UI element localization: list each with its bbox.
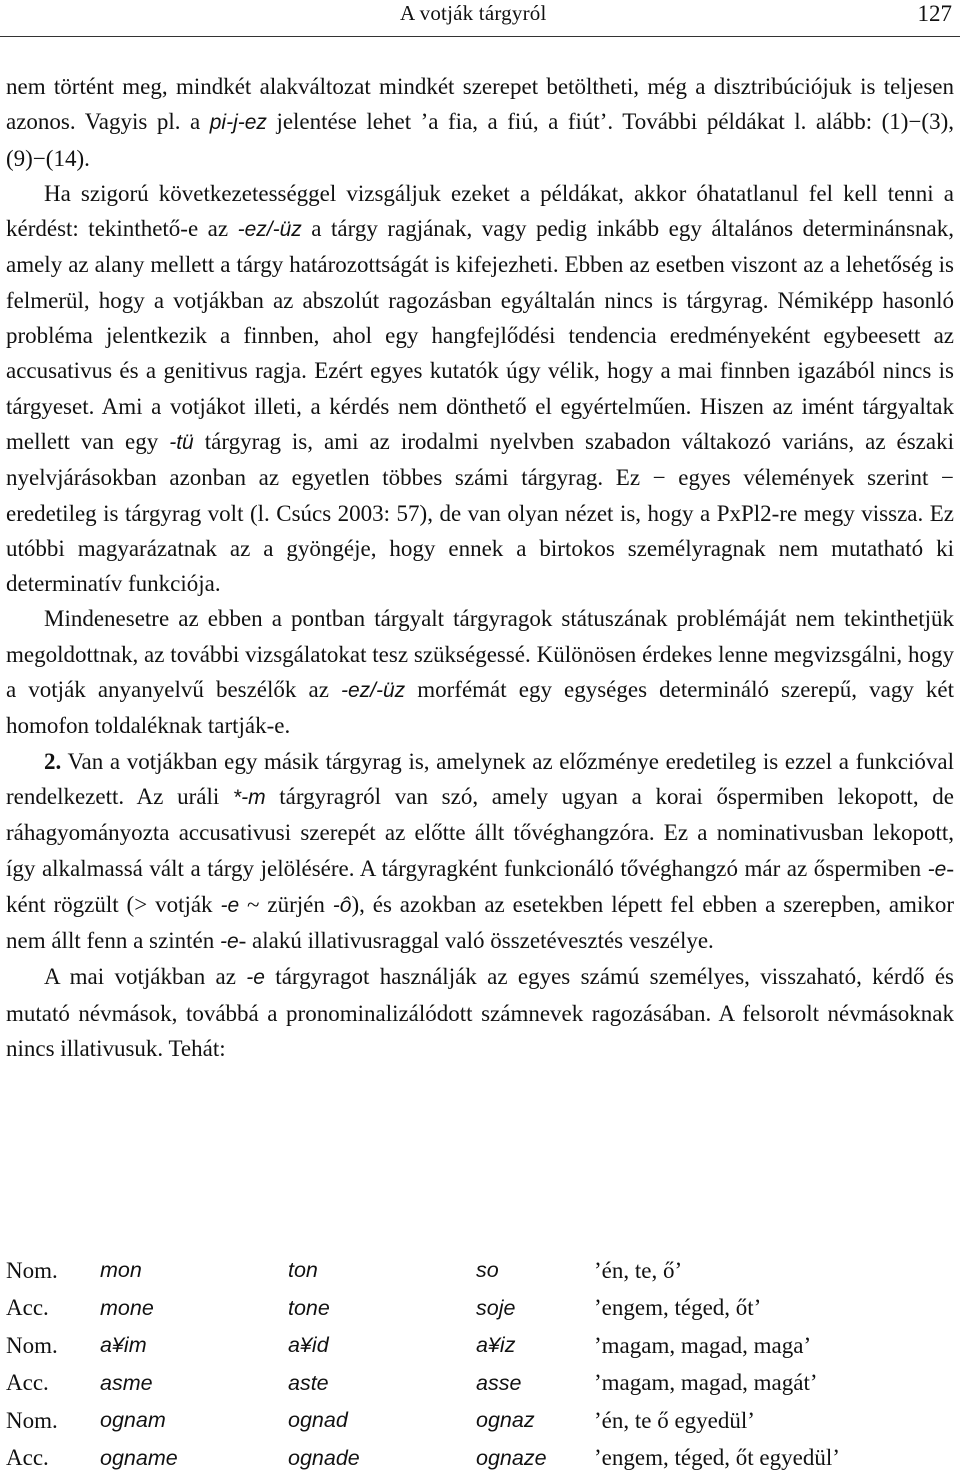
text-run: tárgyrag is, ami az irodalmi nyelvben szabadon váltakozó variáns, az északi nyelvjárásokban azonban az egyetlen többes számi tárgyrag. Ez − egyes vélemények szerint − eredetileg is tárgyrag volt (l. Csúcs 2003: 57), de van olyan nézet is, hogy a PxPl2-re megy vissza. Ez utóbbi magyarázatnak az a gyöngéje, hogy ennek a birtokos személyragnak nem mutatható ki determinatív funkciója.: [6, 429, 954, 596]
form-2sg: tone: [288, 1290, 476, 1328]
text-run: Ha szigorú következetességgel vizsgáljuk ezeket a példákat, akkor óhatatlanul fel kell tenni a kérdést: tekinthető-e az: [6, 181, 954, 241]
paragraph: [6, 744, 954, 960]
form-3sg: so: [476, 1252, 594, 1290]
text-run: ), és azokban az esetekben lépett fel ebben a szerepben, amikor nem állt fenn a szintén: [6, 892, 954, 953]
italic-form: *-m: [233, 786, 266, 809]
page-header: [0, 0, 960, 37]
form-2sg: aste: [288, 1365, 476, 1403]
gloss: ’én, te, ő’: [594, 1252, 840, 1290]
text-run: tárgyragot használják az egyes számú személyes, visszaható, kérdő és mutató névmások, továbbá a pronominalizálódott számnevek ragozásában. A felsorolt névmásoknak nincs illativusuk. Tehát:: [6, 964, 954, 1061]
italic-form: -ez/-üz: [341, 679, 405, 702]
text-run: ~ zürjén: [239, 892, 333, 917]
table-row: [6, 1252, 840, 1290]
italic-form: -ez/-üz: [238, 218, 302, 241]
italic-form: -e: [928, 858, 947, 881]
form-2sg: ton: [288, 1252, 476, 1290]
case-label: Acc.: [6, 1290, 100, 1328]
form-1sg: asme: [100, 1365, 288, 1403]
form-2sg: a¥id: [288, 1327, 476, 1365]
table-row: [6, 1290, 840, 1328]
gloss: ’engem, téged, őt’: [594, 1290, 840, 1328]
text-run: nem történt meg, mindkét alakváltozat mindkét szerepet betöltheti, még a disztribúciójuk is teljesen azonos. Vagyis pl. a: [6, 74, 954, 134]
paragraph: [6, 959, 954, 1066]
text-run: Van a votjákban egy másik tárgyrag is, amelynek az előzménye eredetileg is ezzel a funkcióval rendelkezett. Az uráli: [6, 749, 954, 809]
text-run: tárgyragról van szó, amely ugyan a korai őspermiben lekopott, de ráhagyományozta accusativusi szerepét az előtte állt tővéghangzóra. Ez a nominativusban lekopott, így alkalmassá vált a tárgy jelölésére. A tárgyragként funkcionáló tővéghangzó már az őspermiben: [6, 784, 954, 881]
running-head: A votják tárgyról: [400, 1, 547, 26]
text-run: jelentése lehet ’a fia, a fiú, a fiút’. További példákat l. alább: (1)−(3), (9)−(14).: [6, 109, 954, 170]
form-3sg: asse: [476, 1365, 594, 1403]
page-number: 127: [918, 1, 953, 27]
italic-form: -ô: [333, 894, 352, 917]
case-label: Nom.: [6, 1252, 100, 1290]
form-2sg: ognade: [288, 1440, 476, 1477]
italic-form: pi-j-ez: [210, 111, 267, 134]
gloss: ’én, te ő egyedül’: [594, 1402, 840, 1440]
italic-form: -tü: [169, 431, 194, 454]
table-row: [6, 1365, 840, 1403]
italic-form: -e: [220, 894, 239, 917]
case-label: Acc.: [6, 1440, 100, 1477]
form-2sg: ognad: [288, 1402, 476, 1440]
text-run: - alakú illativusraggal való összetévesztés veszélye.: [239, 928, 714, 953]
case-label: Nom.: [6, 1327, 100, 1365]
form-3sg: ognaz: [476, 1402, 594, 1440]
text-run: -ként rögzült (> votják: [6, 856, 954, 917]
table-row: [6, 1327, 840, 1365]
text-run: Mindenesetre az ebben a pontban tárgyalt tárgyragok státuszának problémáját nem tekinthetjük megoldottnak, az további vizsgálatokat tesz szükségessé. Különösen érdekes lenne megvizsgálni, hogy a votják anyanyelvű beszélők az: [6, 606, 954, 702]
case-label: Nom.: [6, 1402, 100, 1440]
paragraph: [6, 69, 954, 176]
case-label: Acc.: [6, 1365, 100, 1403]
form-1sg: a¥im: [100, 1327, 288, 1365]
form-3sg: soje: [476, 1290, 594, 1328]
form-3sg: a¥iz: [476, 1327, 594, 1365]
italic-form: -e: [220, 930, 239, 953]
paragraph: [6, 176, 954, 602]
form-1sg: ognam: [100, 1402, 288, 1440]
gloss: ’magam, magad, maga’: [594, 1327, 840, 1365]
text-run: a tárgy ragjának, vagy pedig inkább egy általános determinánsnak, amely az alany mellett a tárgy határozottságát is kifejezheti. Ebben az esetben viszont az a lehetőség is felmerül, hogy a votjákban az abszolút ragozásban egyáltalán nincs is tárgyrag. Némiképp hasonló probléma jelentkezik a finnben, ahol egy hangfejlődési tendencia eredményeként egybeesett az accusativus és a genitivus ragja. Ezért egyes kutatók úgy vélik, hogy a mai finnben igazából nincs is tárgyeset. Ami a votjákot illeti, a kérdés nem dönthető el egyértelműen. Hiszen az imént tárgyaltak mellett van egy: [6, 216, 954, 454]
text-run: morfémát egy egységes determináló szerepű, vagy két homofon toldaléknak tartják-e.: [6, 677, 954, 738]
gloss: ’magam, magad, magát’: [594, 1365, 840, 1403]
form-1sg: ogname: [100, 1440, 288, 1477]
pronoun-paradigm-table: [6, 1252, 840, 1477]
form-1sg: mone: [100, 1290, 288, 1328]
italic-form: -e: [246, 966, 265, 989]
body-text: [6, 69, 954, 1066]
form-3sg: ognaze: [476, 1440, 594, 1477]
section-number: 2.: [44, 749, 61, 774]
gloss: ’engem, téged, őt egyedül’: [594, 1440, 840, 1477]
table-row: [6, 1440, 840, 1477]
text-run: A mai votjákban az: [44, 964, 246, 989]
paragraph: [6, 601, 954, 743]
form-1sg: mon: [100, 1252, 288, 1290]
table-row: [6, 1402, 840, 1440]
